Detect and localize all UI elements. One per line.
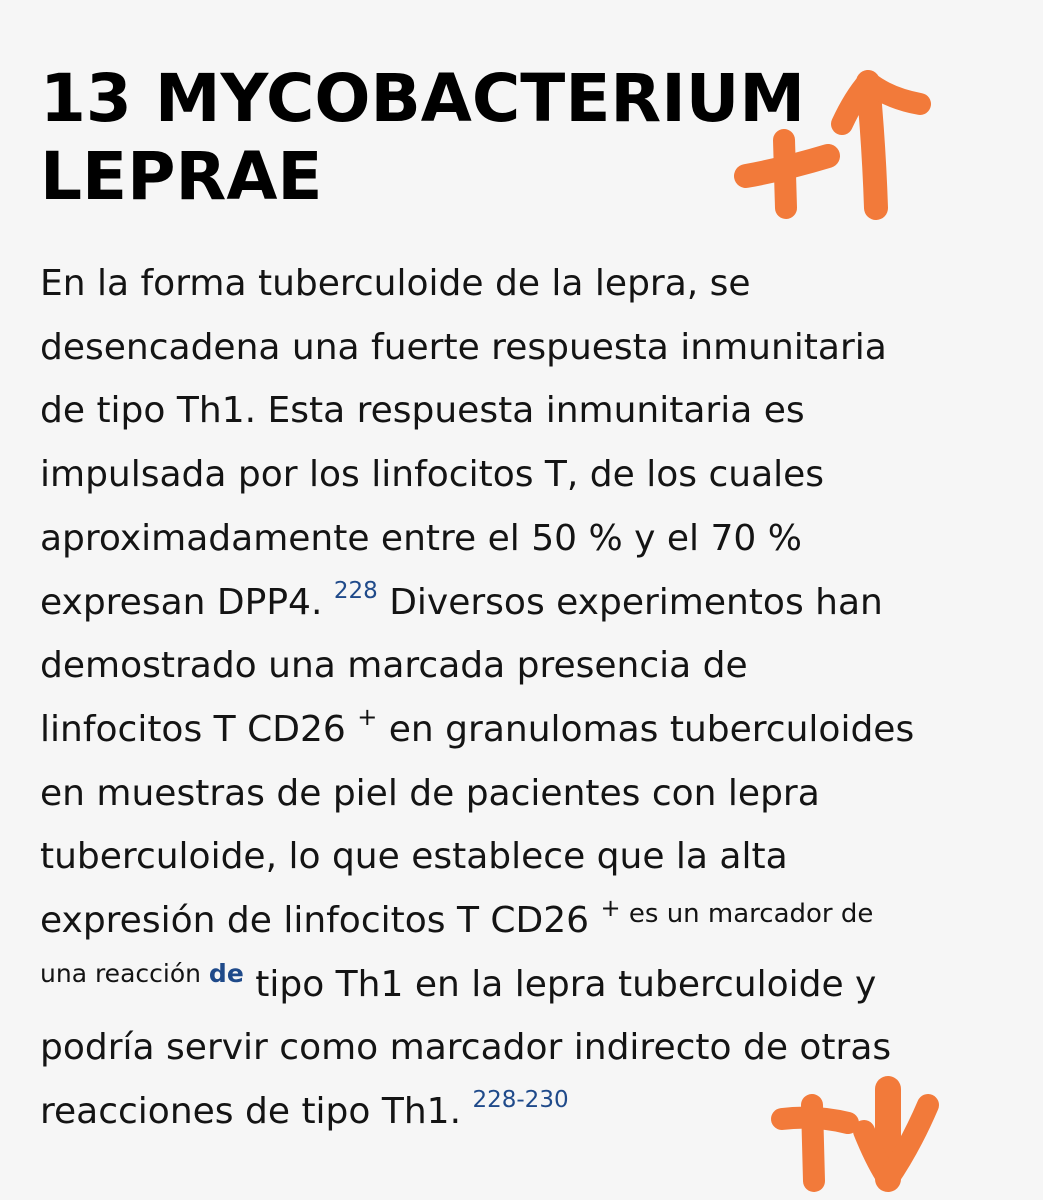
arrow-down-drawing xyxy=(864,1089,928,1179)
title-line-1: 13 MYCOBACTERIUM xyxy=(40,60,806,137)
paragraph-line xyxy=(40,571,1030,635)
title-line-2: LEPRAE xyxy=(40,138,323,215)
paragraph-line: aproximadamente entre el 50 % y el 70 % xyxy=(40,517,802,559)
text-segment: reacciones de tipo Th1. xyxy=(40,1091,473,1133)
reference-link-228-230[interactable]: 228-230 xyxy=(472,1087,569,1114)
page-title xyxy=(40,60,805,216)
plus-arrow-down-icon xyxy=(760,1075,950,1200)
paragraph-line: En la forma tuberculoide de la lepra, se xyxy=(40,263,751,304)
article-paragraph xyxy=(40,252,1030,1144)
paragraph-line: de tipo Th1. Esta respuesta inmunitaria es xyxy=(40,390,805,432)
text-segment: Diversos experimentos han xyxy=(377,581,883,623)
plus-arrow-up-icon xyxy=(730,62,940,232)
paragraph-line: desencadena una fuerte respuesta inmunitaria xyxy=(40,326,887,368)
paragraph-line: demostrado una marcada presencia de xyxy=(40,645,748,687)
superscript-plus: + xyxy=(600,894,621,923)
paragraph-line xyxy=(40,889,1030,953)
reference-link-228[interactable]: 228 xyxy=(333,577,378,604)
paragraph-line: podría servir como marcador indirecto de otras xyxy=(40,1027,892,1069)
small-text-segment: una reacción xyxy=(40,958,209,988)
paragraph-line: en muestras de piel de pacientes con lepra xyxy=(40,772,820,814)
superscript-plus: + xyxy=(357,702,378,731)
small-text-segment: es un marcador de xyxy=(620,899,874,930)
paragraph-line xyxy=(40,953,1030,1017)
paragraph-line xyxy=(40,698,1030,762)
text-segment: tipo Th1 en la lepra tuberculoide y xyxy=(243,963,877,1005)
text-segment: en granulomas tuberculoides xyxy=(377,708,915,750)
text-segment: expresión de linfocitos T CD26 xyxy=(40,900,601,942)
plus-sign-drawing xyxy=(782,1105,848,1181)
plus-sign-drawing xyxy=(746,140,828,208)
text-segment: linfocitos T CD26 xyxy=(40,708,358,750)
arrow-up-drawing xyxy=(842,82,920,208)
inline-link-de[interactable]: de xyxy=(208,958,244,988)
paragraph-line: impulsada por los linfocitos T, de los cuales xyxy=(40,454,825,496)
paragraph-line: tuberculoide, lo que establece que la alta xyxy=(40,836,788,878)
text-segment: expresan DPP4. xyxy=(40,581,334,623)
